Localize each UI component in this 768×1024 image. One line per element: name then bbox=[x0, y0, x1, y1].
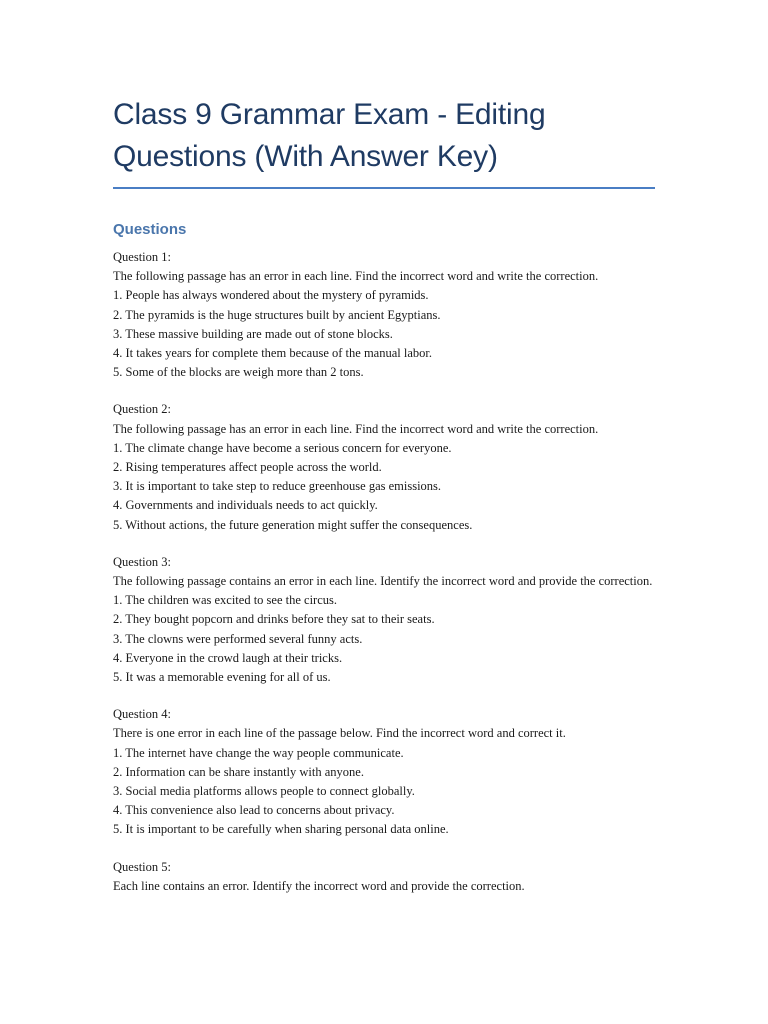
section-heading-questions: Questions bbox=[113, 221, 187, 238]
question-label: Question 4: bbox=[113, 707, 171, 722]
passage-line: 1. The children was excited to see the circus. bbox=[113, 593, 337, 608]
question-instruction: There is one error in each line of the passage below. Find the incorrect word and correct it. bbox=[113, 726, 566, 741]
question-3 bbox=[113, 553, 655, 687]
question-label: Question 2: bbox=[113, 402, 171, 417]
passage-line: 1. The climate change have become a serious concern for everyone. bbox=[113, 440, 452, 455]
question-instruction: Each line contains an error. Identify the incorrect word and provide the correction. bbox=[113, 878, 525, 893]
question-instruction: The following passage has an error in each line. Find the incorrect word and write the correction. bbox=[113, 421, 599, 436]
passage-line: 3. These massive building are made out of stone blocks. bbox=[113, 326, 393, 341]
passage-line: 1. The internet have change the way people communicate. bbox=[113, 745, 404, 760]
passage-line: 2. Information can be share instantly with anyone. bbox=[113, 764, 364, 779]
passage-line: 5. Without actions, the future generation might suffer the consequences. bbox=[113, 517, 473, 532]
document-title: Class 9 Grammar Exam - Editing Questions (With Answer Key) bbox=[113, 98, 546, 173]
passage-line: 4. Everyone in the crowd laugh at their tricks. bbox=[113, 650, 343, 665]
passage-line: 4. This convenience also lead to concerns about privacy. bbox=[113, 803, 395, 818]
passage-line: 4. It takes years for complete them because of the manual labor. bbox=[113, 346, 432, 361]
document-page bbox=[113, 0, 655, 896]
question-label: Question 5: bbox=[113, 859, 171, 874]
question-instruction: The following passage contains an error in each line. Identify the incorrect word and provide the correction. bbox=[113, 574, 653, 589]
passage-line: 5. Some of the blocks are weigh more than 2 tons. bbox=[113, 365, 364, 380]
question-2 bbox=[113, 400, 655, 534]
passage-line: 5. It is important to be carefully when sharing personal data online. bbox=[113, 822, 449, 837]
passage-line: 1. People has always wondered about the mystery of pyramids. bbox=[113, 288, 429, 303]
passage-line: 4. Governments and individuals needs to act quickly. bbox=[113, 498, 378, 513]
question-instruction: The following passage has an error in each line. Find the incorrect word and write the correction. bbox=[113, 269, 599, 284]
title-underline bbox=[113, 187, 655, 189]
question-5 bbox=[113, 858, 655, 896]
question-4 bbox=[113, 705, 655, 839]
passage-line: 3. It is important to take step to reduce greenhouse gas emissions. bbox=[113, 479, 442, 494]
passage-line: 3. Social media platforms allows people to connect globally. bbox=[113, 784, 415, 799]
passage-line: 2. Rising temperatures affect people across the world. bbox=[113, 460, 382, 475]
passage-line: 5. It was a memorable evening for all of us. bbox=[113, 670, 331, 685]
passage-line: 2. The pyramids is the huge structures built by ancient Egyptians. bbox=[113, 307, 441, 322]
question-label: Question 1: bbox=[113, 250, 171, 264]
passage-line: 2. They bought popcorn and drinks before they sat to their seats. bbox=[113, 612, 435, 627]
passage-line: 3. The clowns were performed several funny acts. bbox=[113, 631, 363, 646]
question-1 bbox=[113, 248, 655, 382]
question-label: Question 3: bbox=[113, 554, 171, 569]
